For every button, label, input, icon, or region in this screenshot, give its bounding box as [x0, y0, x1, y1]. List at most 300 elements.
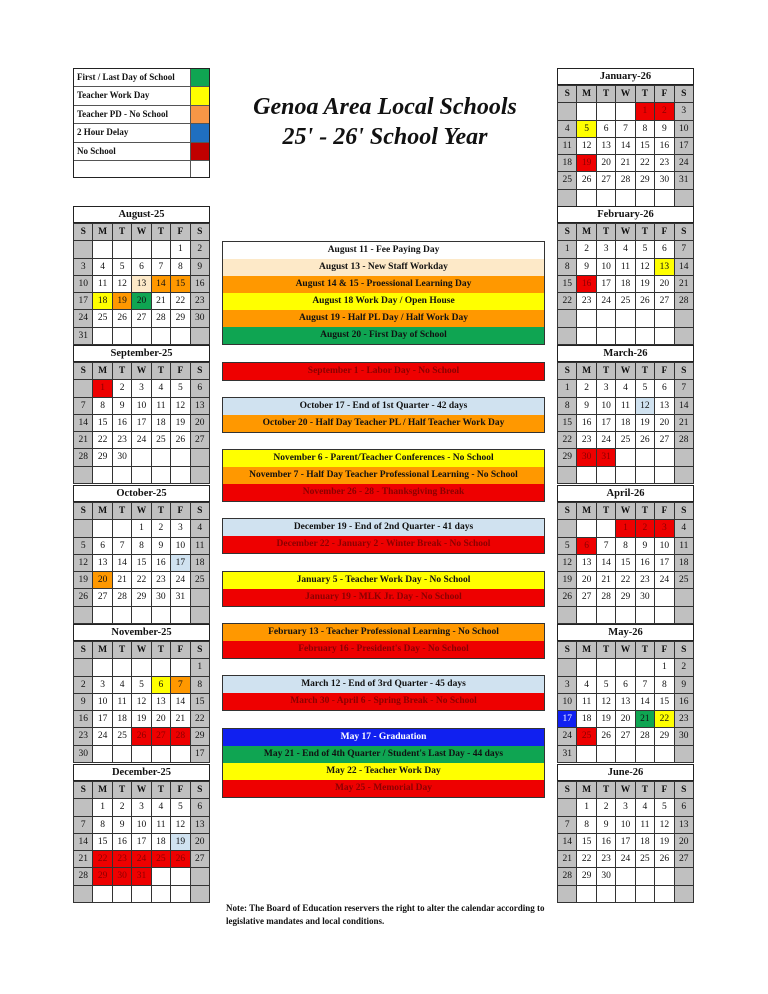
day-cell: 22	[132, 572, 151, 589]
day-cell	[132, 746, 151, 763]
event-item: October 20 - Half Day Teacher PL / Half Teacher Work Day	[223, 415, 544, 432]
day-cell	[636, 190, 655, 207]
day-cell: 18	[113, 711, 132, 728]
day-cell: 27	[655, 432, 674, 449]
day-cell: 26	[577, 172, 596, 189]
event-item: February 16 - President's Day - No School	[223, 641, 544, 658]
day-cell: 7	[636, 677, 655, 694]
day-cell: 29	[191, 728, 210, 745]
day-cell	[577, 607, 596, 624]
day-cell: 13	[597, 138, 616, 155]
day-cell: 5	[655, 799, 674, 816]
day-cell: 7	[597, 538, 616, 555]
day-cell	[655, 746, 674, 763]
weekday-header: W	[616, 782, 635, 799]
day-cell: 26	[636, 432, 655, 449]
legend-item	[74, 124, 209, 142]
day-cell: 4	[636, 799, 655, 816]
day-cell	[597, 310, 616, 327]
day-cell	[597, 659, 616, 676]
day-cell: 21	[74, 851, 93, 868]
day-cell	[636, 310, 655, 327]
day-cell: 15	[558, 415, 577, 432]
day-cell	[577, 467, 596, 484]
day-cell: 27	[655, 293, 674, 310]
day-cell: 10	[616, 817, 635, 834]
day-cell: 28	[636, 728, 655, 745]
calendar-april-26	[557, 485, 694, 624]
day-cell: 27	[132, 310, 151, 327]
day-cell: 27	[93, 589, 112, 606]
weekday-header: T	[636, 782, 655, 799]
day-cell: 19	[132, 711, 151, 728]
weekday-header: M	[577, 782, 596, 799]
day-cell: 5	[597, 677, 616, 694]
calendar-month-title: March-26	[557, 345, 694, 362]
day-cell: 25	[577, 728, 596, 745]
event-group	[222, 241, 545, 345]
day-cell	[675, 467, 694, 484]
day-cell: 30	[113, 449, 132, 466]
weekday-header: T	[152, 363, 171, 380]
weekday-header: M	[577, 642, 596, 659]
day-cell	[597, 886, 616, 903]
day-cell: 11	[636, 817, 655, 834]
day-cell: 9	[577, 398, 596, 415]
day-cell: 16	[577, 415, 596, 432]
day-cell: 31	[171, 589, 190, 606]
day-cell: 8	[191, 677, 210, 694]
weekday-header: S	[191, 642, 210, 659]
weekday-header: T	[597, 642, 616, 659]
day-cell	[558, 190, 577, 207]
day-cell: 16	[74, 711, 93, 728]
day-cell: 31	[597, 449, 616, 466]
weekday-header: T	[113, 642, 132, 659]
day-cell: 16	[577, 276, 596, 293]
day-cell	[675, 868, 694, 885]
day-cell: 21	[616, 155, 635, 172]
day-cell: 10	[132, 817, 151, 834]
day-cell	[597, 467, 616, 484]
day-cell: 23	[74, 728, 93, 745]
weekday-header: W	[616, 503, 635, 520]
event-item: August 11 - Fee Paying Day	[223, 242, 544, 259]
day-cell: 4	[675, 520, 694, 537]
day-cell: 12	[132, 694, 151, 711]
weekday-header: T	[597, 224, 616, 241]
day-cell: 2	[191, 241, 210, 258]
weekday-header: M	[93, 782, 112, 799]
day-cell: 17	[74, 293, 93, 310]
day-cell	[74, 380, 93, 397]
day-cell	[636, 328, 655, 345]
day-cell: 21	[113, 572, 132, 589]
day-cell: 30	[636, 589, 655, 606]
day-cell: 30	[577, 449, 596, 466]
event-item: February 13 - Teacher Professional Learning - No School	[223, 624, 544, 641]
day-cell	[558, 886, 577, 903]
day-cell: 8	[655, 677, 674, 694]
weekday-header: S	[675, 86, 694, 103]
day-cell: 11	[93, 276, 112, 293]
day-cell: 16	[675, 694, 694, 711]
day-cell: 15	[636, 138, 655, 155]
calendar-june-26	[557, 764, 694, 903]
day-cell: 8	[558, 398, 577, 415]
legend-item	[74, 69, 209, 87]
day-cell	[171, 659, 190, 676]
day-cell: 14	[558, 834, 577, 851]
day-cell	[675, 746, 694, 763]
legend-label: 2 Hour Delay	[77, 127, 129, 138]
day-cell	[93, 746, 112, 763]
day-cell: 9	[113, 398, 132, 415]
day-cell: 9	[655, 121, 674, 138]
event-group	[222, 571, 545, 607]
day-cell: 18	[558, 155, 577, 172]
day-cell: 20	[191, 834, 210, 851]
day-cell	[171, 868, 190, 885]
weekday-header: T	[113, 363, 132, 380]
day-cell: 16	[597, 834, 616, 851]
weekday-header: M	[577, 224, 596, 241]
day-cell: 11	[152, 817, 171, 834]
day-cell	[113, 886, 132, 903]
weekday-header: S	[675, 224, 694, 241]
day-cell	[171, 607, 190, 624]
weekday-header: M	[577, 363, 596, 380]
day-cell	[558, 659, 577, 676]
day-cell: 17	[171, 555, 190, 572]
weekday-header: W	[616, 363, 635, 380]
day-cell	[113, 328, 132, 345]
day-cell: 3	[597, 380, 616, 397]
day-cell: 14	[675, 259, 694, 276]
day-cell	[74, 799, 93, 816]
day-cell	[113, 746, 132, 763]
day-cell: 1	[191, 659, 210, 676]
day-cell: 4	[577, 677, 596, 694]
day-cell: 3	[74, 259, 93, 276]
event-group	[222, 449, 545, 502]
day-cell: 14	[152, 276, 171, 293]
day-cell: 8	[636, 121, 655, 138]
day-cell: 1	[558, 241, 577, 258]
day-cell: 15	[577, 834, 596, 851]
day-cell: 12	[655, 817, 674, 834]
day-cell: 23	[113, 432, 132, 449]
day-cell: 21	[558, 851, 577, 868]
day-cell: 25	[152, 432, 171, 449]
day-cell	[616, 886, 635, 903]
calendar-may-26	[557, 624, 694, 763]
day-cell: 1	[93, 799, 112, 816]
day-cell: 12	[171, 817, 190, 834]
calendar-january-26	[557, 68, 694, 207]
day-cell: 21	[597, 572, 616, 589]
day-cell: 17	[675, 138, 694, 155]
day-cell: 5	[132, 677, 151, 694]
day-cell	[74, 659, 93, 676]
day-cell	[152, 449, 171, 466]
day-cell: 15	[171, 276, 190, 293]
legend-label: Teacher PD - No School	[77, 108, 168, 119]
day-cell	[93, 328, 112, 345]
day-cell: 20	[152, 711, 171, 728]
day-cell: 14	[616, 138, 635, 155]
day-cell: 6	[655, 241, 674, 258]
day-cell: 15	[655, 694, 674, 711]
day-cell	[597, 103, 616, 120]
day-cell: 6	[597, 121, 616, 138]
event-item: August 13 - New Staff Workday	[223, 259, 544, 276]
day-cell: 21	[675, 415, 694, 432]
day-cell	[616, 328, 635, 345]
day-cell: 26	[597, 728, 616, 745]
day-cell	[636, 607, 655, 624]
weekday-header: S	[675, 503, 694, 520]
day-cell: 7	[675, 380, 694, 397]
calendar-september-25	[73, 345, 210, 484]
weekday-header: W	[616, 86, 635, 103]
day-cell: 4	[152, 380, 171, 397]
day-cell	[152, 659, 171, 676]
day-cell: 10	[597, 259, 616, 276]
day-cell: 15	[93, 834, 112, 851]
day-cell: 23	[191, 293, 210, 310]
calendar-august-25	[73, 206, 210, 345]
day-cell: 5	[636, 241, 655, 258]
day-cell: 13	[655, 259, 674, 276]
day-cell: 12	[171, 398, 190, 415]
day-cell: 28	[152, 310, 171, 327]
day-cell: 16	[113, 415, 132, 432]
day-cell: 10	[655, 538, 674, 555]
title-line-1: Genoa Area Local Schools	[253, 94, 517, 120]
weekday-header: T	[152, 503, 171, 520]
calendar-grid	[73, 781, 210, 903]
day-cell: 23	[655, 155, 674, 172]
weekday-header: T	[636, 642, 655, 659]
weekday-header: S	[675, 363, 694, 380]
day-cell: 5	[113, 259, 132, 276]
calendar-grid	[73, 223, 210, 345]
day-cell	[597, 607, 616, 624]
day-cell: 3	[558, 677, 577, 694]
day-cell: 24	[616, 851, 635, 868]
day-cell: 28	[675, 293, 694, 310]
day-cell: 18	[616, 276, 635, 293]
calendar-october-25	[73, 485, 210, 624]
weekday-header: S	[74, 224, 93, 241]
legend-item	[74, 106, 209, 124]
day-cell	[636, 449, 655, 466]
calendar-grid	[73, 502, 210, 624]
day-cell: 15	[616, 555, 635, 572]
day-cell: 22	[93, 432, 112, 449]
day-cell: 6	[655, 380, 674, 397]
day-cell: 8	[577, 817, 596, 834]
day-cell: 22	[93, 851, 112, 868]
event-item: November 6 - Parent/Teacher Conferences - No School	[223, 450, 544, 467]
day-cell: 4	[558, 121, 577, 138]
day-cell: 11	[616, 259, 635, 276]
day-cell: 11	[113, 694, 132, 711]
calendar-month-title: September-25	[73, 345, 210, 362]
day-cell: 26	[171, 432, 190, 449]
day-cell	[675, 607, 694, 624]
day-cell: 19	[577, 155, 596, 172]
day-cell: 14	[171, 694, 190, 711]
day-cell	[132, 241, 151, 258]
calendar-month-title: June-26	[557, 764, 694, 781]
day-cell	[558, 328, 577, 345]
day-cell: 9	[191, 259, 210, 276]
day-cell: 11	[191, 538, 210, 555]
weekday-header: S	[558, 503, 577, 520]
day-cell: 29	[93, 868, 112, 885]
event-item: October 17 - End of 1st Quarter - 42 days	[223, 398, 544, 415]
day-cell: 5	[74, 538, 93, 555]
day-cell: 18	[675, 555, 694, 572]
day-cell: 12	[577, 138, 596, 155]
day-cell: 1	[132, 520, 151, 537]
event-group	[222, 518, 545, 554]
day-cell: 30	[675, 728, 694, 745]
legend-swatch	[190, 143, 209, 160]
weekday-header: F	[655, 363, 674, 380]
weekday-header: T	[636, 363, 655, 380]
day-cell: 20	[597, 155, 616, 172]
day-cell	[655, 467, 674, 484]
day-cell: 14	[74, 834, 93, 851]
day-cell	[558, 467, 577, 484]
day-cell: 9	[74, 694, 93, 711]
day-cell: 5	[171, 380, 190, 397]
day-cell: 29	[655, 728, 674, 745]
day-cell: 24	[93, 728, 112, 745]
day-cell: 29	[171, 310, 190, 327]
weekday-header: W	[132, 503, 151, 520]
weekday-header: F	[171, 503, 190, 520]
day-cell: 11	[152, 398, 171, 415]
event-item: March 12 - End of 3rd Quarter - 45 days	[223, 676, 544, 693]
day-cell	[132, 886, 151, 903]
day-cell: 13	[93, 555, 112, 572]
weekday-header: T	[597, 86, 616, 103]
day-cell: 15	[191, 694, 210, 711]
day-cell: 17	[132, 415, 151, 432]
day-cell: 21	[171, 711, 190, 728]
day-cell	[171, 467, 190, 484]
day-cell	[558, 520, 577, 537]
day-cell: 1	[636, 103, 655, 120]
day-cell: 27	[597, 172, 616, 189]
day-cell	[152, 868, 171, 885]
day-cell: 20	[616, 711, 635, 728]
day-cell: 8	[93, 817, 112, 834]
day-cell: 7	[171, 677, 190, 694]
day-cell: 31	[132, 868, 151, 885]
day-cell: 3	[655, 520, 674, 537]
day-cell: 9	[113, 817, 132, 834]
day-cell: 16	[655, 138, 674, 155]
day-cell	[191, 607, 210, 624]
day-cell: 22	[191, 711, 210, 728]
day-cell: 26	[558, 589, 577, 606]
day-cell: 26	[132, 728, 151, 745]
day-cell: 23	[636, 572, 655, 589]
day-cell: 6	[675, 799, 694, 816]
day-cell	[191, 886, 210, 903]
day-cell: 25	[191, 572, 210, 589]
day-cell	[558, 310, 577, 327]
day-cell: 13	[655, 398, 674, 415]
event-group	[222, 362, 545, 381]
day-cell: 6	[132, 259, 151, 276]
day-cell: 26	[655, 851, 674, 868]
day-cell: 27	[152, 728, 171, 745]
calendar-month-title: October-25	[73, 485, 210, 502]
day-cell	[675, 190, 694, 207]
day-cell: 14	[675, 398, 694, 415]
weekday-header: T	[113, 503, 132, 520]
weekday-header: M	[93, 642, 112, 659]
day-cell: 19	[597, 711, 616, 728]
weekday-header: W	[132, 363, 151, 380]
event-item: August 20 - First Day of School	[223, 327, 544, 344]
day-cell	[675, 449, 694, 466]
calendar-february-26	[557, 206, 694, 345]
day-cell: 22	[577, 851, 596, 868]
day-cell: 28	[558, 868, 577, 885]
day-cell: 19	[636, 415, 655, 432]
day-cell	[191, 868, 210, 885]
day-cell: 25	[152, 851, 171, 868]
day-cell	[171, 886, 190, 903]
day-cell	[597, 520, 616, 537]
day-cell	[93, 607, 112, 624]
day-cell: 2	[577, 380, 596, 397]
weekday-header: S	[191, 782, 210, 799]
day-cell	[597, 328, 616, 345]
day-cell	[616, 659, 635, 676]
day-cell	[191, 467, 210, 484]
calendar-grid	[557, 502, 694, 624]
day-cell	[616, 449, 635, 466]
day-cell: 18	[577, 711, 596, 728]
day-cell: 11	[675, 538, 694, 555]
weekday-header: S	[74, 363, 93, 380]
day-cell	[655, 886, 674, 903]
day-cell: 28	[74, 449, 93, 466]
weekday-header: W	[616, 224, 635, 241]
day-cell: 17	[191, 746, 210, 763]
day-cell: 5	[171, 799, 190, 816]
day-cell: 18	[152, 834, 171, 851]
day-cell: 9	[152, 538, 171, 555]
day-cell: 8	[616, 538, 635, 555]
event-item: May 21 - End of 4th Quarter / Student's Last Day - 44 days	[223, 746, 544, 763]
legend-item	[74, 161, 209, 177]
weekday-header: F	[171, 363, 190, 380]
calendar-grid	[557, 641, 694, 763]
day-cell: 27	[675, 851, 694, 868]
weekday-header: M	[577, 86, 596, 103]
day-cell	[675, 310, 694, 327]
day-cell: 1	[577, 799, 596, 816]
